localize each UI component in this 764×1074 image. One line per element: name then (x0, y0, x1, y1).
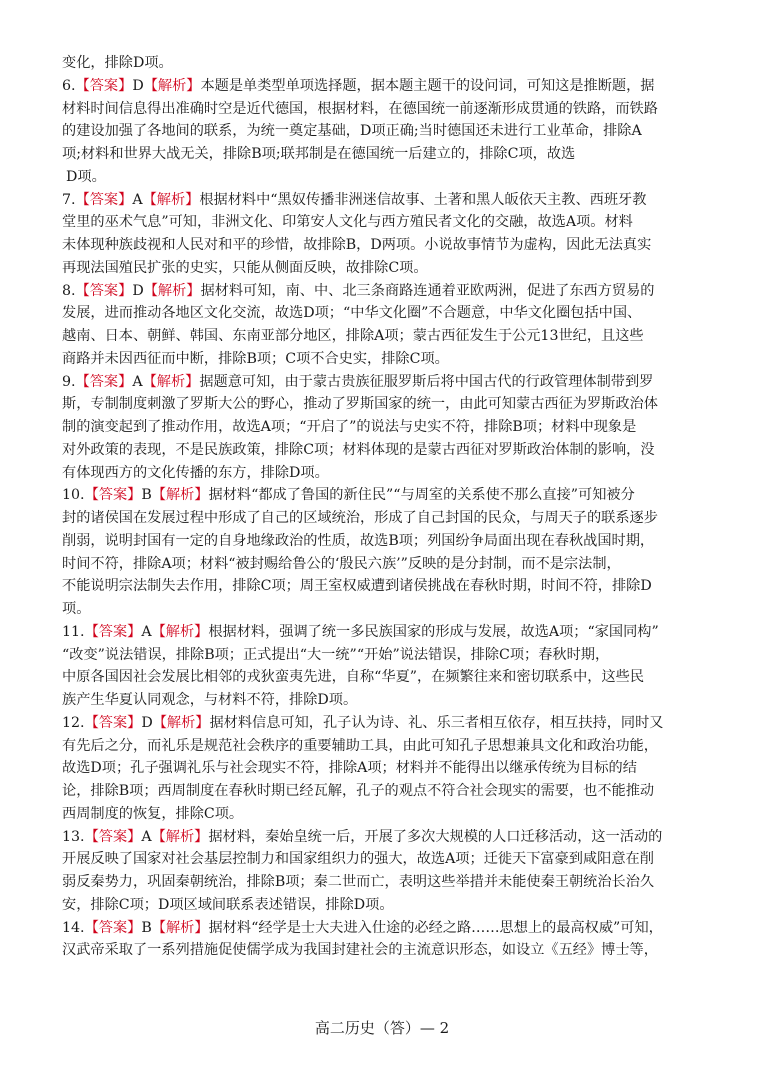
text-line (62, 757, 706, 780)
line-text: 材料时间信息得出准确时空是近代德国，根据材料，在德国统一前逐渐形成贯通的铁路，而铁路 (62, 100, 658, 117)
line-text: 根据材料，强调了统一多民族国家的形成与发展，故选A项；“家国同构” (208, 623, 659, 640)
answer-choice: D (132, 77, 144, 94)
analysis-tag: 【解析】 (143, 282, 201, 299)
text-line (62, 917, 706, 940)
line-text: 汉武帝采取了一系列措施促使儒学成为我国封建社会的主流意识形态，如设立《五经》博士等， (62, 942, 658, 959)
line-text: 对外政策的表现，不是民族政策，排除C项；材料体现的是蒙古西征对罗斯政治体制的影响，没 (62, 441, 655, 458)
analysis-tag: 【解析】 (152, 714, 210, 731)
answer-tag: 【答案】 (84, 919, 142, 936)
line-text: 有先后之分，而礼乐是规范社会秩序的重要辅助工具，由此可知孔子思想兼具文化和政治功能， (62, 737, 658, 754)
text-line (62, 211, 706, 234)
text-line (62, 780, 706, 803)
line-text: 削弱，说明封国有一定的自身地缘政治的性质，故选B项；列国纷争局面出现在春秋战国时期， (62, 532, 655, 549)
line-text: 未体现种族歧视和人民对和平的珍惜，故排除B，D两项。小说故事情节为虚构，因此无法真实 (62, 237, 652, 253)
line-text: 越南、日本、朝鲜、韩国、东南亚部分地区，排除A项；蒙古西征发生于公元13世纪，且这些 (62, 328, 644, 344)
text-line (62, 507, 706, 530)
question-number: 8. (62, 282, 76, 299)
text-line (62, 120, 706, 143)
text-line (62, 75, 706, 98)
line-text: 变化，排除D项。 (62, 55, 173, 71)
answer-choice: A (141, 828, 152, 845)
line-text: 据材料信息可知，孔子认为诗、礼、乐三者相互依存，相互扶持，同时又 (209, 714, 664, 731)
answer-item (62, 826, 706, 917)
text-line (62, 462, 706, 485)
text-line (62, 325, 706, 348)
line-text: 安，排除C项；D项区域间联系表述错误，排除D项。 (62, 896, 394, 913)
analysis-tag: 【解析】 (151, 487, 209, 504)
text-line (62, 939, 706, 962)
line-text: 项。 (62, 601, 91, 617)
line-text: 项;材料和世界大战无关，排除B项;联邦制是在德国统一后建立的，排除C项，故选 (62, 146, 576, 162)
answer-tag: 【答案】 (75, 282, 133, 299)
question-number: 14. (62, 919, 85, 936)
analysis-tag: 【解析】 (151, 623, 209, 640)
answer-item (62, 484, 706, 621)
line-text: 据材料“都成了鲁国的新住民”“与周室的关系使不那么直接”可知被分 (208, 487, 635, 504)
answer-item (62, 280, 706, 371)
analysis-tag: 【解析】 (151, 919, 209, 936)
line-text: 不能说明宗法制失去作用，排除C项；周王室权威遭到诸侯挑战在春秋时期，时间不符，排除D (62, 578, 652, 595)
answer-choice: A (141, 623, 152, 640)
line-text: “改变”说法错误，排除B项；正式提出“大一统”“开始”说法错误，排除C项；春秋时期， (62, 646, 610, 663)
answer-continuation (62, 52, 706, 75)
text-line (62, 689, 706, 712)
text-line (62, 553, 706, 576)
answer-tag: 【答案】 (75, 373, 133, 390)
line-text: 制的演变起到了推动作用，故选A项；“开启了”的说法与史实不符，排除B项；材料中现象是 (62, 419, 637, 435)
line-text: 堂里的巫术气息”可知，非洲文化、印第安人文化与西方殖民者文化的交融，故选A项。材料 (62, 214, 633, 231)
question-number: 13. (62, 828, 85, 845)
answer-item (62, 371, 706, 485)
text-line (62, 143, 706, 166)
answer-tag: 【答案】 (84, 828, 142, 845)
answer-item (62, 917, 706, 963)
answer-tag: 【答案】 (84, 623, 142, 640)
line-text: 据题意可知，由于蒙古贵族征服罗斯后将中国古代的行政管理体制带到罗 (199, 373, 654, 390)
answer-choice: B (141, 919, 152, 936)
line-text: 封的诸侯国在发展过程中形成了自己的区域统治，形成了自己封国的民众，与周天子的联系逐步 (62, 510, 658, 526)
text-line (62, 98, 706, 121)
line-text: 论，排除B项；西周制度在春秋时期已经瓦解，孔子的观点不符合社会现实的需要，也不能推动 (62, 783, 655, 799)
line-text: 据材料，秦始皇统一后，开展了多次大规模的人口迁移活动，这一活动的 (208, 828, 663, 845)
line-text: 故选D项；孔子强调礼乐与社会现实不符，排除A项；材料并不能得出以继承传统为目标的结 (62, 760, 637, 777)
question-number: 11. (62, 623, 85, 640)
analysis-tag: 【解析】 (143, 77, 201, 94)
text-line (62, 894, 706, 917)
line-text: 本题是单类型单项选择题，据本题主题干的设问词，可知这是推断题，据 (200, 77, 655, 94)
page-footer: 高二历史（答）— 2 (314, 1019, 450, 1037)
text-line (62, 735, 706, 758)
question-number: 10. (62, 487, 85, 504)
text-line (62, 826, 706, 849)
text-line (62, 484, 706, 507)
line-text: 族产生华夏认同观念，与材料不符，排除D项。 (62, 692, 358, 708)
analysis-tag: 【解析】 (142, 373, 200, 390)
text-line (62, 871, 706, 894)
line-text: 开展反映了国家对社会基层控制力和国家组织力的强大，故选A项；迁徙天下富豪到咸阳意在削 (62, 851, 654, 868)
answer-tag: 【答案】 (75, 77, 133, 94)
text-line (62, 575, 706, 598)
line-text: 中原各国因社会发展比相邻的戎狄蛮夷先进，自称“华夏”，在频繁往来和密切联系中，这些民 (62, 669, 645, 686)
line-text: D项。 (66, 168, 106, 185)
text-line (62, 666, 706, 689)
text-line (62, 416, 706, 439)
line-text: 据材料“经学是士大夫进入仕途的必经之路……思想上的最高权威”可知， (208, 919, 663, 936)
text-line (62, 644, 706, 667)
text-line (62, 52, 706, 75)
line-text: 西周制度的恢复，排除C项。 (62, 805, 244, 822)
line-text: 弱反秦势力，巩固秦朝统治，排除B项；秦二世而亡，表明这些举措并未能使秦王朝统治长治久 (62, 874, 655, 890)
answer-tag: 【答案】 (84, 714, 142, 731)
text-line (62, 803, 706, 826)
text-line (62, 234, 706, 257)
text-line (62, 393, 706, 416)
answer-tag: 【答案】 (84, 487, 142, 504)
line-text: 的建设加强了各地间的联系，为统一奠定基础，D项正确;当时德国还未进行工业革命，排除A (62, 123, 642, 140)
line-text: 斯，专制制度刺激了罗斯大公的野心，推动了罗斯国家的统一，由此可知蒙古西征为罗斯政治体 (62, 396, 658, 413)
text-line (62, 621, 706, 644)
question-number: 7. (62, 191, 76, 208)
line-text: 再现法国殖民扩张的史实，只能从侧面反映，故排除C项。 (62, 259, 428, 276)
analysis-tag: 【解析】 (151, 828, 209, 845)
line-text: 根据材料中“黑奴传播非洲迷信故事、土著和黑人皈依天主教、西班牙教 (199, 191, 647, 208)
line-text: 据材料可知，南、中、北三条商路连通着亚欧两洲，促进了东西方贸易的 (200, 282, 655, 299)
text-line (62, 280, 706, 303)
question-number: 9. (62, 373, 76, 390)
question-number: 6. (62, 77, 76, 94)
answer-item (62, 189, 706, 280)
text-line (62, 371, 706, 394)
text-line (62, 848, 706, 871)
line-text: 商路并未因西征而中断，排除B项；C项不合史实，排除C项。 (62, 350, 449, 367)
text-line (62, 530, 706, 553)
text-line (62, 439, 706, 462)
line-text: 发展，进而推动各地区文化交流，故选D项；“中华文化圈”不合题意，中华文化圈包括中国、 (62, 305, 642, 322)
answer-choice: A (132, 373, 143, 390)
answer-item (62, 712, 706, 826)
answer-choice: B (141, 487, 152, 504)
question-number: 12. (62, 714, 85, 731)
text-line (62, 598, 706, 621)
analysis-tag: 【解析】 (142, 191, 200, 208)
text-line (62, 712, 706, 735)
answer-choice: D (132, 282, 144, 299)
text-line (62, 257, 706, 280)
text-line (62, 189, 706, 212)
answer-choice: A (132, 191, 143, 208)
answer-item (62, 75, 706, 189)
answer-item (62, 621, 706, 712)
answer-text-body (62, 52, 706, 962)
answer-tag: 【答案】 (75, 191, 133, 208)
text-line (62, 302, 706, 325)
answer-choice: D (141, 714, 153, 731)
text-line (62, 348, 706, 371)
line-text: 有体现西方的文化传播的东方，排除D项。 (62, 464, 329, 481)
line-text: 时间不符，排除A项；材料“被封赐给鲁公的‘殷民六族’”反映的是分封制，而不是宗法制， (62, 555, 621, 572)
text-line (62, 166, 706, 189)
